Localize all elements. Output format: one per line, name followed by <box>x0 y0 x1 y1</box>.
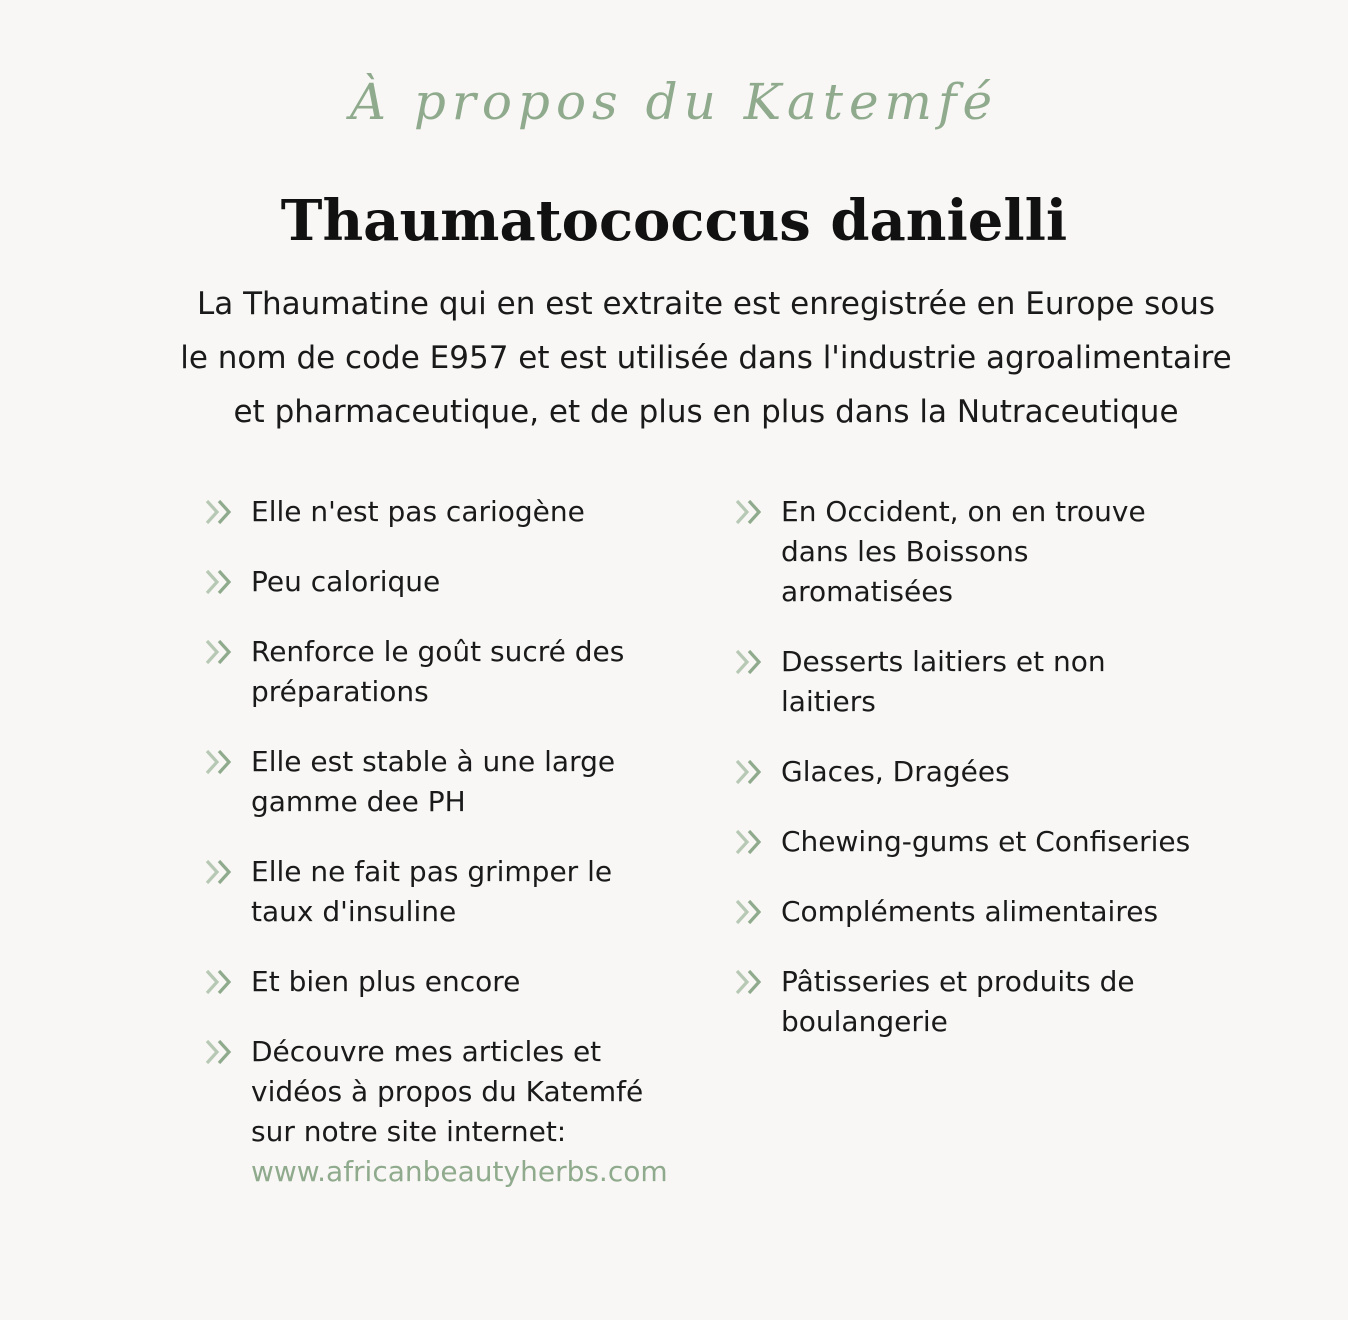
script-subtitle: À propos du Katemfé <box>349 73 999 131</box>
list-item <box>204 962 674 1002</box>
list-item <box>204 492 674 532</box>
list-item-text: Glaces, Dragées <box>781 755 1010 788</box>
list-item-text: Chewing-gums et Confiseries <box>781 825 1191 858</box>
double-chevron-right-icon <box>204 749 234 775</box>
double-chevron-right-icon <box>204 859 234 885</box>
list-item-text: Desserts laitiers et non laitiers <box>781 645 1106 718</box>
double-chevron-right-icon <box>204 639 234 665</box>
list-item <box>734 642 1204 722</box>
double-chevron-right-icon <box>204 499 234 525</box>
uses-list <box>734 492 1204 1072</box>
list-item <box>204 562 674 602</box>
list-item-text: Elle ne fait pas grimper le taux d'insuline <box>251 855 613 928</box>
double-chevron-right-icon <box>204 969 234 995</box>
double-chevron-right-icon <box>734 759 764 785</box>
intro-paragraph: La Thaumatine qui en est extraite est enregistrée en Europe sous le nom de code E957 et est utilisée dans l'industrie agroalimentaire et pharmaceutique, et de plus en plus dans la Nutraceutique <box>180 286 1232 430</box>
list-item <box>734 752 1204 792</box>
double-chevron-right-icon <box>734 499 764 525</box>
benefits-list <box>204 492 674 1222</box>
list-item <box>204 852 674 932</box>
list-item <box>204 742 674 822</box>
page-title: Thaumatococcus danielli <box>280 187 1068 254</box>
double-chevron-right-icon <box>734 649 764 675</box>
list-item-text: Pâtisseries et produits de boulangerie <box>781 965 1135 1038</box>
list-item <box>734 892 1204 932</box>
list-item-text: En Occident, on en trouve dans les Boissons aromatisées <box>781 495 1146 608</box>
list-item-text: Elle n'est pas cariogène <box>251 495 585 528</box>
double-chevron-right-icon <box>734 969 764 995</box>
list-item-text: Et bien plus encore <box>251 965 521 998</box>
list-item-text: Renforce le goût sucré des préparations <box>251 635 625 708</box>
double-chevron-right-icon <box>204 1039 234 1065</box>
double-chevron-right-icon <box>204 569 234 595</box>
double-chevron-right-icon <box>734 899 764 925</box>
list-item <box>204 1032 674 1192</box>
website-link[interactable]: www.africanbeautyherbs.com <box>251 1155 668 1188</box>
double-chevron-right-icon <box>734 829 764 855</box>
list-item-text: Peu calorique <box>251 565 441 598</box>
list-item <box>734 822 1204 862</box>
list-item <box>204 632 674 712</box>
list-item-text: Découvre mes articles et vidéos à propos du Katemfé sur notre site internet: <box>251 1035 644 1148</box>
list-item-text: Compléments alimentaires <box>781 895 1159 928</box>
list-item-text: Elle est stable à une large gamme dee PH <box>251 745 616 818</box>
list-item <box>734 492 1204 612</box>
list-item <box>734 962 1204 1042</box>
